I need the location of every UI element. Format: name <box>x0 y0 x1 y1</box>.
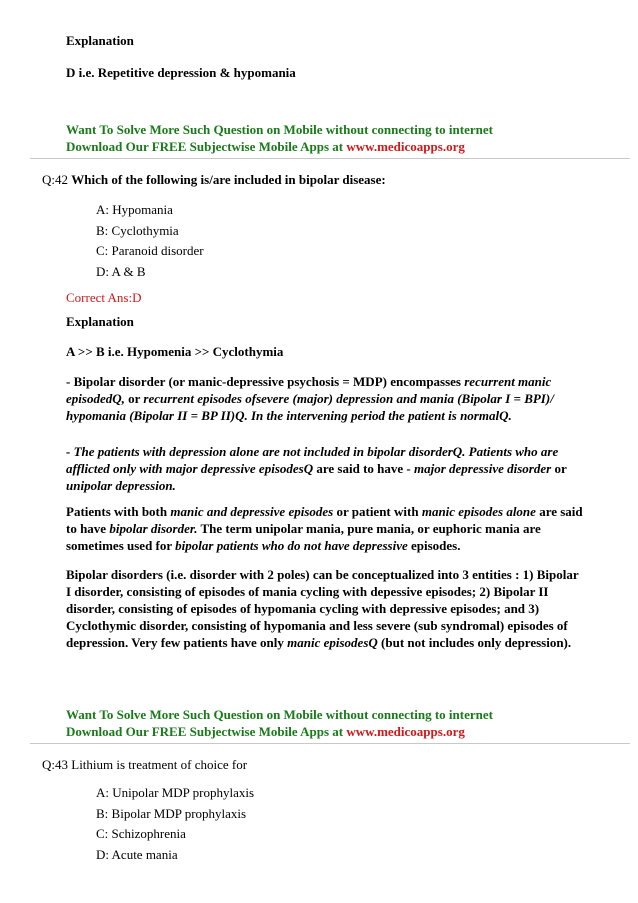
option-d: D: Acute mania <box>96 847 178 862</box>
explanation-paragraph-3: Patients with both manic and depressive episodes or patient with manic episodes alone are said to have bipolar disorder. The term unipolar mania, pure mania, or euphoric mania are sometimes used for bipolar patients who do not have depressive episodes. <box>66 504 583 553</box>
option-b: B: Cyclothymia <box>96 223 179 238</box>
promo-line-2 <box>66 724 465 740</box>
question-number: Q:43 <box>42 757 68 772</box>
promo-line-2 <box>66 139 465 155</box>
medicoapps-link[interactable]: www.medicoapps.org <box>346 139 465 154</box>
medicoapps-link[interactable]: www.medicoapps.org <box>346 724 465 739</box>
explanation-paragraph-1: - Bipolar disorder (or manic-depressive psychosis = MDP) encompasses recurrent manic episodedQ, or recurrent episodes ofsevere (major) depression and mania (Bipolar I = BPI)/ hypomania (Bipolar II = BP II)Q. In the intervening period the patient is normalQ. <box>66 374 554 423</box>
divider <box>30 743 630 744</box>
explanation-paragraph-2: - The patients with depression alone are not included in bipolar disorderQ. Patients who are afflicted only with major depressive episodesQ are said to have - major depressive disorder or unipolar depression. <box>66 444 567 493</box>
option-c: C: Paranoid disorder <box>96 243 204 258</box>
explanation-label: Explanation <box>66 33 134 48</box>
question-text: Lithium is treatment of choice for <box>71 757 248 772</box>
option-c: C: Schizophrenia <box>96 826 186 841</box>
promo-line-1: Want To Solve More Such Question on Mobile without connecting to internet <box>66 707 493 722</box>
question-number: Q:42 <box>42 172 68 187</box>
promo-prefix: Download Our FREE Subjectwise Mobile Apps at <box>66 139 347 154</box>
option-d: D: A & B <box>96 264 146 279</box>
option-a: A: Unipolar MDP prophylaxis <box>96 785 255 800</box>
promo-line-1: Want To Solve More Such Question on Mobile without connecting to internet <box>66 122 493 137</box>
explanation-paragraph-4: Bipolar disorders (i.e. disorder with 2 poles) can be conceptualized into 3 entities : 1) Bipolar I disorder, consisting of episodes of mania cycling with depessive episodes; 2) Bipolar II disorder, consisting of episodes of hypomania cycling with depressive episodes; and 3) Cyclothymic disorder, consisting of hypomania and less severe (sub syndromal) episodes of depression. Very few patients have only manic episodesQ (but not includes only depression). <box>66 567 579 650</box>
promo-prefix: Download Our FREE Subjectwise Mobile Apps at <box>66 724 347 739</box>
question-42 <box>42 172 386 188</box>
question-text: Which of the following is/are included in bipolar disease: <box>71 172 386 187</box>
answer-explanation: D i.e. Repetitive depression & hypomania <box>66 65 296 80</box>
correct-answer: Correct Ans:D <box>66 290 142 305</box>
question-43 <box>42 757 247 773</box>
divider <box>30 158 630 159</box>
option-a: A: Hypomania <box>96 202 173 217</box>
answer-explanation: A >> B i.e. Hypomenia >> Cyclothymia <box>66 344 284 359</box>
option-b: B: Bipolar MDP prophylaxis <box>96 806 247 821</box>
explanation-label: Explanation <box>66 314 134 329</box>
